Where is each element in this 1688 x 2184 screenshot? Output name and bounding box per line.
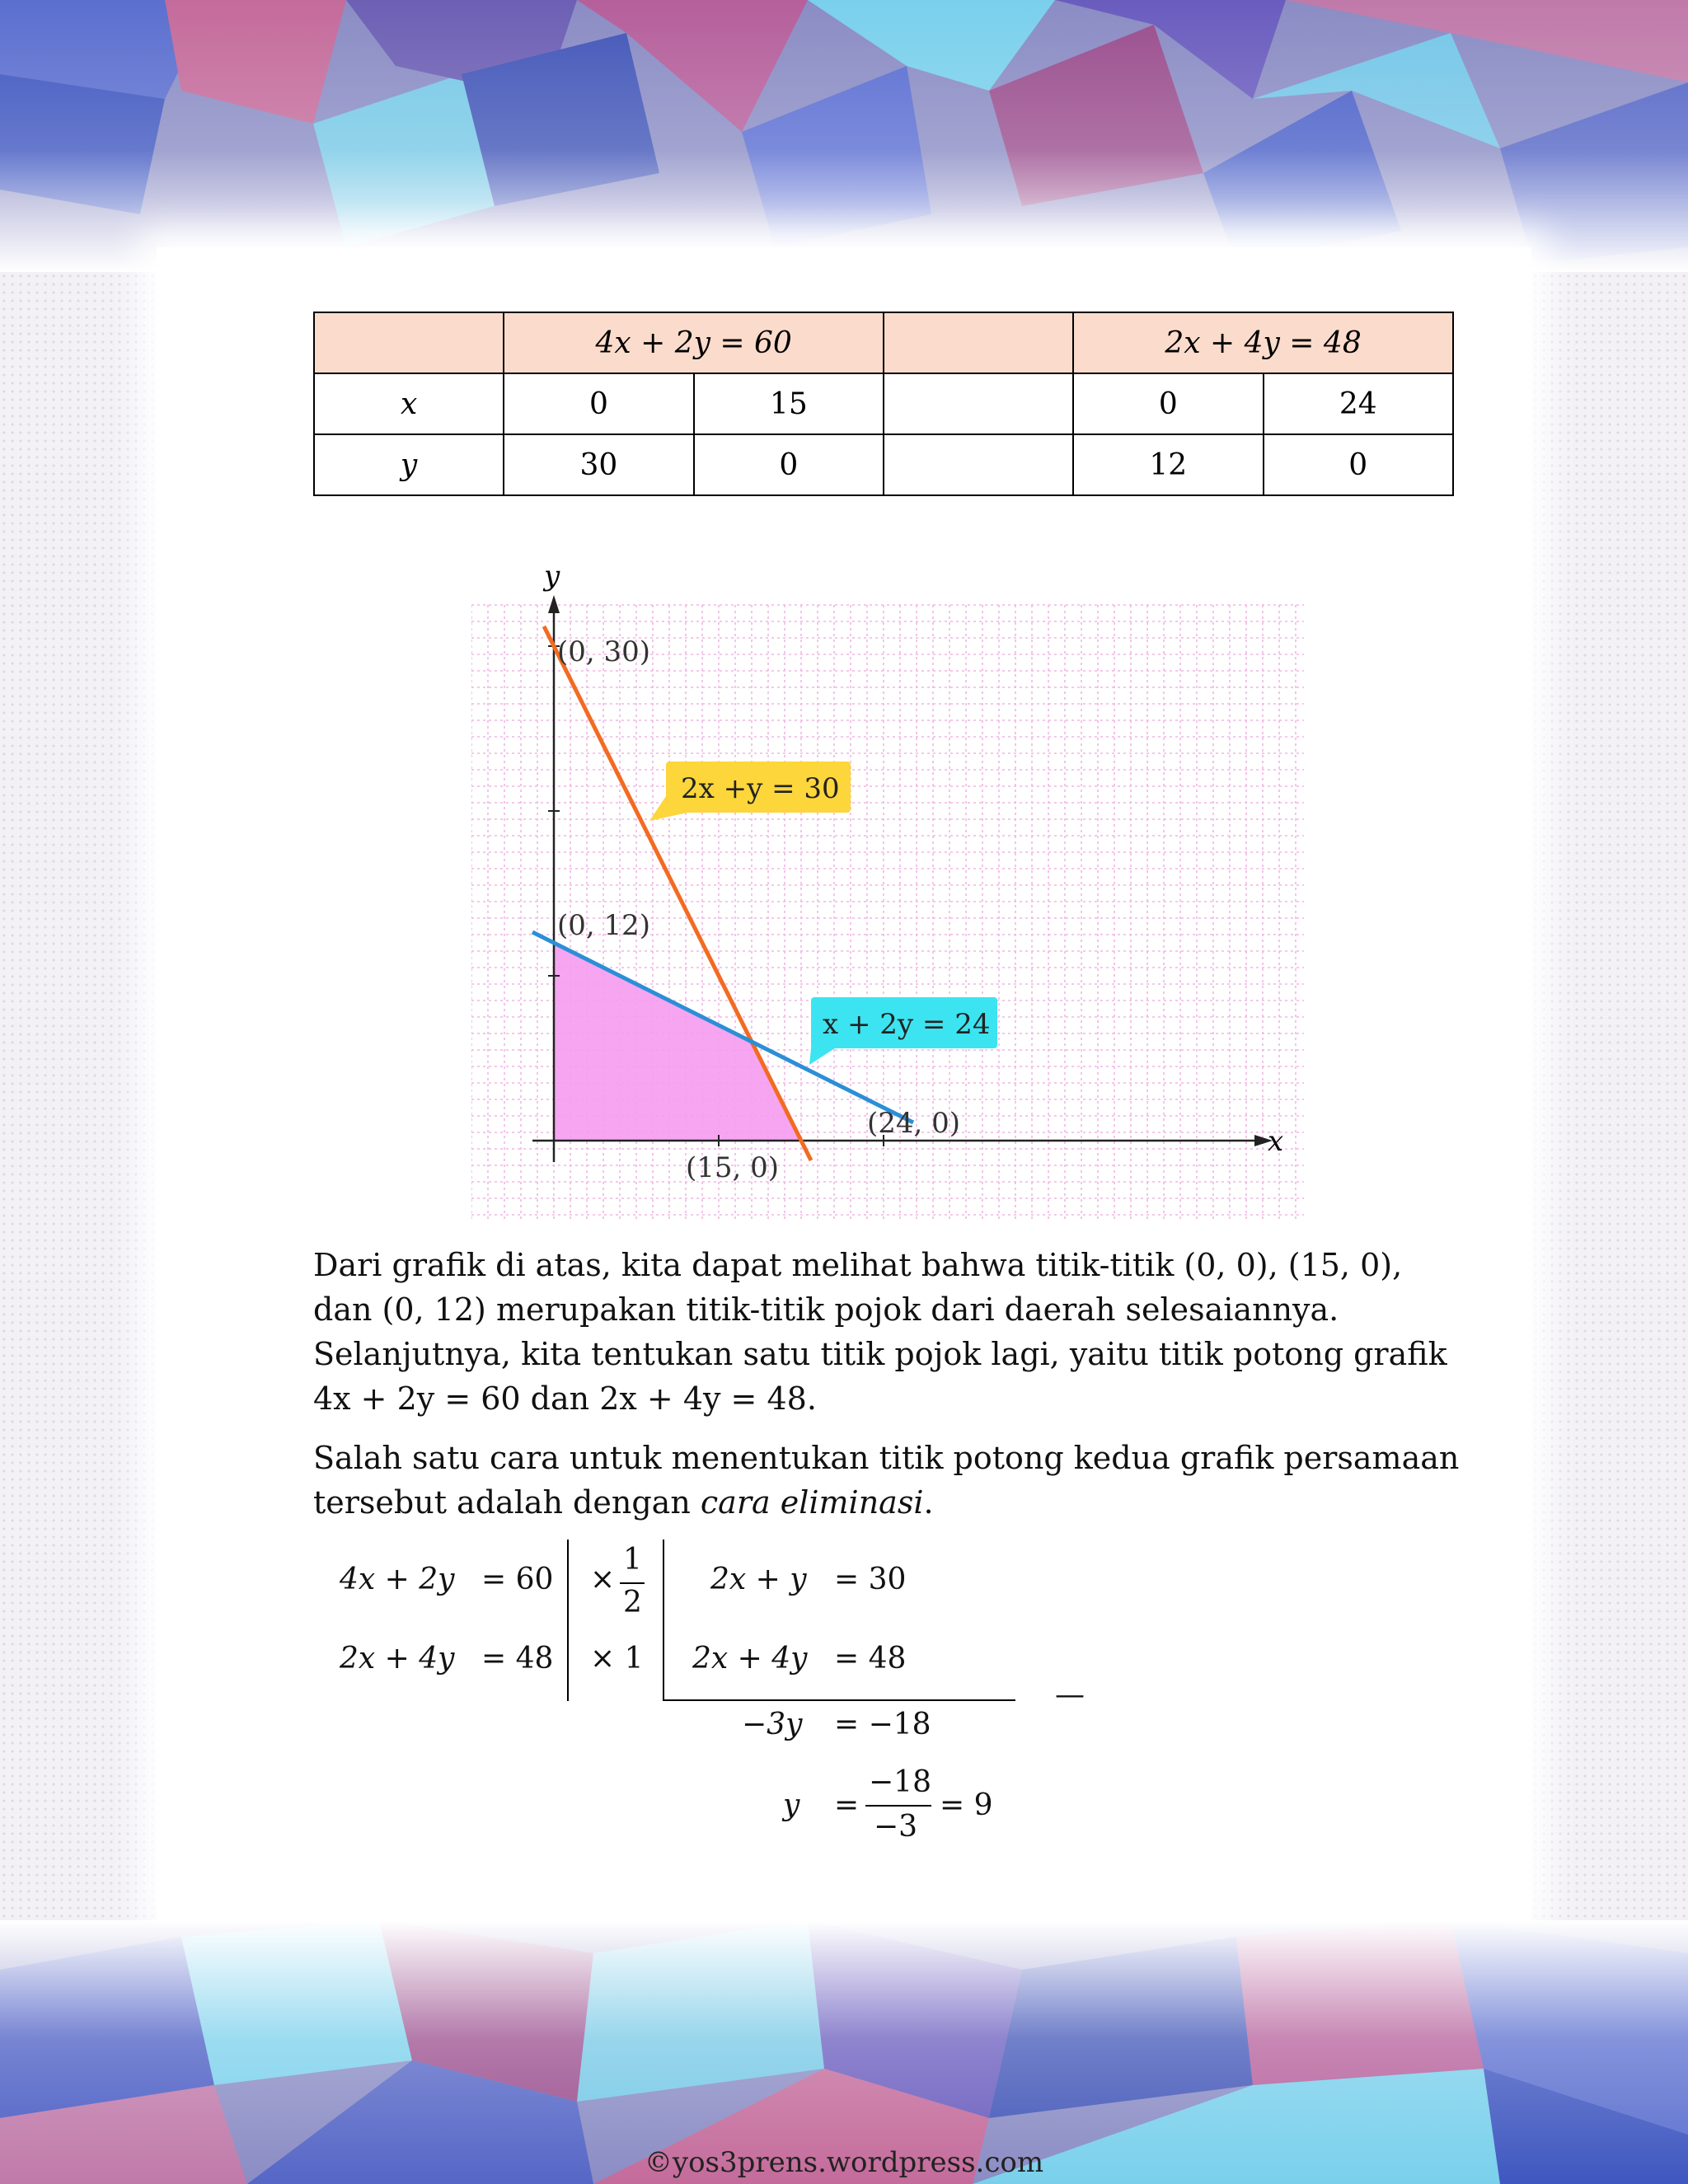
right-dot-pattern xyxy=(1531,272,1688,1920)
footer-credit: ©yos3prens.wordpress.com xyxy=(644,2146,1044,2179)
y-solution-result: = 9 xyxy=(940,1788,993,1822)
table-spacer-cell xyxy=(884,373,1073,434)
table-cell: 0 xyxy=(694,434,884,495)
paragraph-emphasis: cara eliminasi xyxy=(700,1484,924,1521)
subtraction-line xyxy=(664,1699,1015,1701)
eq1-rhs: = 60 xyxy=(481,1563,554,1596)
table-row xyxy=(314,434,1453,495)
chart-svg xyxy=(471,552,1306,1228)
eq1-multiplier-denominator: 2 xyxy=(623,1586,642,1619)
table-spacer-cell xyxy=(884,434,1073,495)
eq2-multiplier: × 1 xyxy=(590,1642,644,1675)
footer-decoration xyxy=(0,1920,1688,2184)
y-solution-lhs: y xyxy=(783,1788,800,1822)
values-table xyxy=(313,312,1454,496)
fraction-bar xyxy=(620,1582,645,1584)
table-cell: 30 xyxy=(504,434,693,495)
feasible-region xyxy=(554,943,801,1141)
y-axis-arrow xyxy=(548,595,560,613)
point-label-0-12: (0, 12) xyxy=(557,909,651,942)
eq2-rhs: = 48 xyxy=(481,1642,554,1675)
y-fraction-denominator: −3 xyxy=(874,1810,918,1844)
eq2-lhs: 2x + 4y xyxy=(340,1642,455,1675)
table-row-label: y xyxy=(314,434,504,495)
series-label-text: x + 2y = 24 xyxy=(823,1008,991,1041)
table-cell: 24 xyxy=(1264,373,1454,434)
table-cell: 15 xyxy=(694,373,884,434)
eq2-result-lhs: 2x + 4y xyxy=(692,1642,808,1675)
paragraph-text-end: . xyxy=(923,1484,934,1521)
table-spacer-cell xyxy=(884,312,1073,373)
header-decoration xyxy=(0,0,1688,272)
eq1-lhs: 4x + 2y xyxy=(340,1563,455,1596)
paragraph-text: Salah satu cara untuk menentukan titik potong kedua grafik persamaan tersebut adalah dengan xyxy=(313,1440,1460,1521)
table-corner-cell xyxy=(314,312,504,373)
separator-line-right xyxy=(663,1540,664,1701)
point-label-15-0: (15, 0) xyxy=(686,1151,780,1184)
paragraph-corner-points: Dari grafik di atas, kita dapat melihat bahwa titik-titik (0, 0), (15, 0), dan (0, 12) merupakan titik-titik pojok dari daerah selesaiannya. Selanjutnya, kita tentukan satu titik pojok lagi, yaitu titik potong grafik 4x + 2y = 60 dan 2x + 4y = 48. xyxy=(313,1247,1447,1417)
eq1-result-lhs: 2x + y xyxy=(710,1563,807,1596)
point-label-0-30: (0, 30) xyxy=(557,635,651,668)
difference-rhs: = −18 xyxy=(834,1708,931,1741)
eq1-multiplier-numerator: 1 xyxy=(623,1543,642,1577)
y-fraction-numerator: −18 xyxy=(869,1765,931,1799)
table-row-label: x xyxy=(314,373,504,434)
table-header-eq1: 4x + 2y = 60 xyxy=(504,312,884,373)
eq1-result-rhs: = 30 xyxy=(834,1563,907,1596)
eq2-result-rhs: = 48 xyxy=(834,1642,907,1675)
table-row xyxy=(314,373,1453,434)
difference-lhs: −3y xyxy=(742,1708,803,1741)
table-header-eq2: 2x + 4y = 48 xyxy=(1073,312,1453,373)
x-axis-label: x xyxy=(1268,1125,1284,1158)
table-cell: 0 xyxy=(1264,434,1454,495)
table-cell: 0 xyxy=(1073,373,1263,434)
y-axis-label: y xyxy=(544,560,560,593)
minus-sign: — xyxy=(1055,1678,1085,1712)
series-label-x-2y-24 xyxy=(809,997,997,1065)
series-label-text: 2x +y = 30 xyxy=(681,772,840,805)
separator-line-left xyxy=(567,1540,569,1701)
left-dot-pattern xyxy=(0,272,157,1920)
y-solution-equals: = xyxy=(834,1788,860,1822)
table-cell: 12 xyxy=(1073,434,1263,495)
fraction-bar xyxy=(865,1805,931,1807)
point-label-24-0: (24, 0) xyxy=(867,1107,961,1140)
eq1-multiplier-sign: × xyxy=(590,1563,616,1596)
table-cell: 0 xyxy=(504,373,693,434)
series-label-2x-y-30 xyxy=(649,762,851,821)
feasible-region-chart xyxy=(471,552,1306,1228)
table-header-row xyxy=(314,312,1453,373)
paragraph-elimination-intro xyxy=(313,1436,1467,1525)
